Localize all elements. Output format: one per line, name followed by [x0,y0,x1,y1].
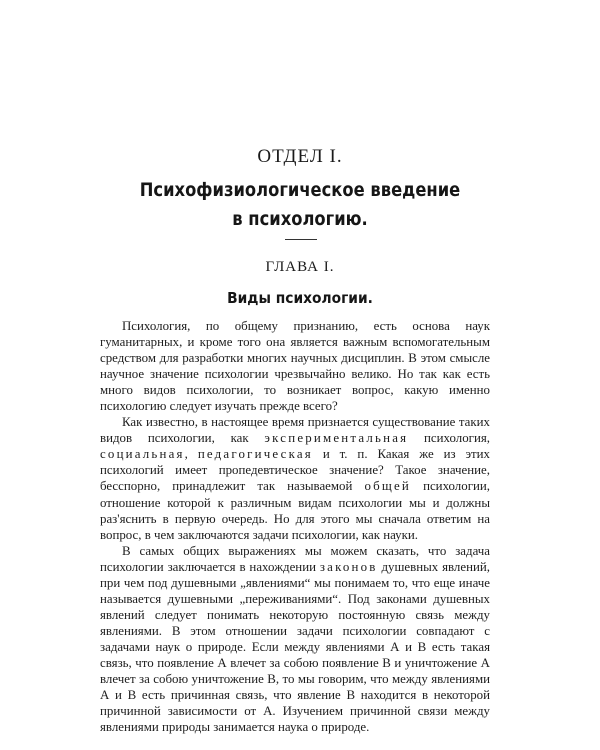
body-text [100,318,490,735]
paragraph-2-text: и т. п. Какая же из этих психологий имеет пропедевтическое значение? Такое значение, бесспорно, принадлежит так называемой [100,447,490,494]
paragraph-2-text: , [184,447,198,462]
emphasis-pedagogical: педагогическая [197,447,313,462]
main-title-line-1: Психофизиологическое введение [139,179,461,201]
main-title [42,176,558,234]
emphasis-laws: законов [319,559,378,574]
paragraph-2-text: Как известно, в настоящее время признается существование таких видов психологии, как [100,415,490,446]
paragraph-3-text: душевных явлений, при чем под душевными „явлениями“ мы понимаем то, что еще иначе называется душевными „переживаниями“. Под законами душевных явлений следует понимать некоторую постоянную связь между явлениями. В этом отношении задачи психологии совпадают с задачами наук о природе. Если между явлениями А и В есть такая связь, что появление А влечет за собою появление В и уничтожение А влечет за собою уничтожение В, то мы говорим, что между явлениями А и В есть причинная связь, что явление В находится в некоторой причинной зависимости от А. Изучением причинной связи между явлениями природы занимается наука о природе. [100,559,490,735]
title-divider [285,239,317,240]
section-heading: ОТДЕЛ I. [257,146,343,167]
main-title-line-2: в психологию. [232,208,368,230]
paragraph-3-text: В самых общих выражениях мы можем сказать, что задача психологии заключается в нахождении [100,543,490,574]
paragraph-3 [100,543,490,736]
chapter-heading: ГЛАВА I. [265,259,335,275]
emphasis-social: социальная [100,447,185,462]
paragraph-1: Психология, по общему признанию, есть основа наук гуманитарных, и кроме того она является важным вспомогательным средством для разработки многих научных дисциплин. В этом смысле научное значение психологии чрезвычайно велико. Но так как есть много видов психологии, то возникает вопрос, какую именно психологию следует изучать прежде всего? [100,319,490,414]
emphasis-experimental: экспериментальная [264,431,409,446]
paragraph-2-text: психология, [408,431,490,446]
paragraph-2-text: психологии, отношение которой к различным видам психологии мы и должны раз'яснить в первую очередь. Но для этого мы сначала ответим на вопрос, в чем заключаются задачи психологии, как науки. [100,479,490,542]
chapter-subtitle: Виды психологии. [227,289,373,307]
paragraph-2 [100,414,490,542]
emphasis-general: общей [364,479,412,494]
